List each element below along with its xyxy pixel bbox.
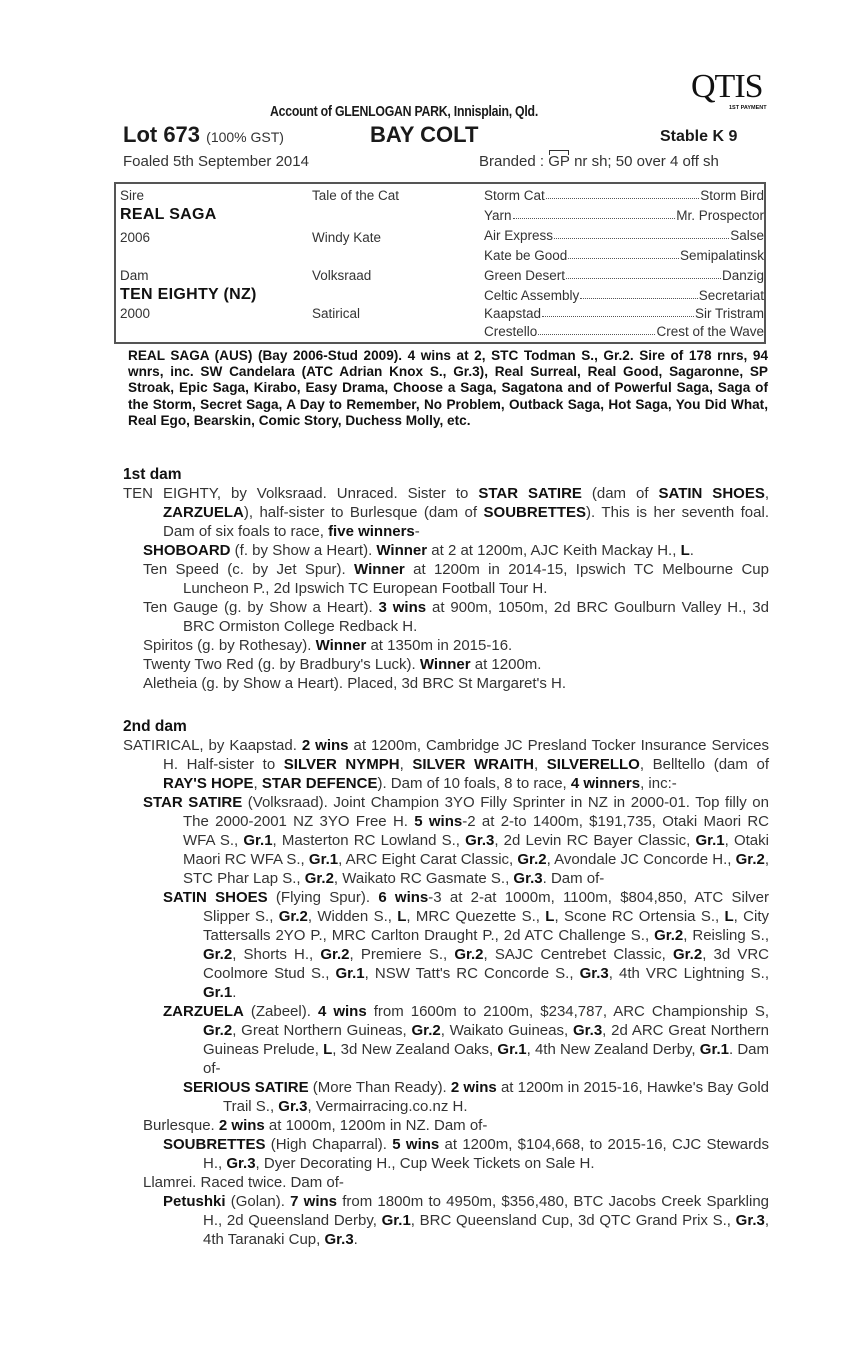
gen3-row xyxy=(484,288,764,303)
pedigree-entry: TEN EIGHTY, by Volksraad. Unraced. Sister to STAR SATIRE (dam of SATIN SHOES, ZARZUELA), half-sister to Burlesque (dam of SOUBRETTES). This is her seventh foal. Dam of six foals to race, five winners- xyxy=(123,485,769,540)
dam-name: TEN EIGHTY (NZ) xyxy=(120,286,257,303)
gen3-row xyxy=(484,268,764,283)
second-dam-section xyxy=(123,717,769,1249)
first-dam-heading: 1st dam xyxy=(123,466,182,483)
pedigree-table xyxy=(114,182,766,344)
qtis-logo xyxy=(683,70,773,112)
second-dam-heading: 2nd dam xyxy=(123,718,187,735)
pedigree-entry: Burlesque. 2 wins at 1000m, 1200m in NZ. Dam of- xyxy=(143,1117,488,1134)
gen3-right: Salse xyxy=(730,228,764,243)
gen3-right: Mr. Prospector xyxy=(676,208,764,223)
gen3-right: Crest of the Wave xyxy=(656,324,764,339)
gen3-left: Kate be Good xyxy=(484,248,568,263)
gst-note: (100% GST) xyxy=(206,129,284,145)
leader-dots xyxy=(568,248,679,259)
branded-suffix: nr sh; 50 over 4 off sh xyxy=(569,153,719,170)
leader-dots xyxy=(513,208,676,219)
gen3-right: Semipalatinsk xyxy=(679,248,764,263)
gen3-left: Green Desert xyxy=(484,268,566,283)
leader-dots xyxy=(538,324,655,335)
dam-label: Dam xyxy=(120,268,149,283)
qtis-logo-subtitle: 1ST PAYMENT xyxy=(729,105,767,111)
stable-location: Stable K 9 xyxy=(660,128,738,145)
gen3-right: Sir Tristram xyxy=(695,306,764,321)
gen3-left: Kaapstad xyxy=(484,306,542,321)
qtis-logo-text: QTIS xyxy=(691,68,763,105)
pedigree-entry: Aletheia (g. by Show a Heart). Placed, 3d BRC St Margaret's H. xyxy=(143,675,567,692)
gen3-row xyxy=(484,324,764,339)
gen3-right: Danzig xyxy=(721,268,764,283)
pedigree-entry: SERIOUS SATIRE (More Than Ready). 2 wins at 1200m in 2015-16, Hawke's Bay Gold Trail S., Gr.3, Vermairracing.co.nz H. xyxy=(183,1079,769,1115)
pedigree-entry: Spiritos (g. by Rothesay). Winner at 1350m in 2015-16. xyxy=(143,637,513,654)
sire-sire: Tale of the Cat xyxy=(312,188,400,203)
first-dam-entries xyxy=(123,484,769,693)
gen3-left: Storm Cat xyxy=(484,188,545,203)
gen3-right: Storm Bird xyxy=(700,188,764,203)
gen3-left: Crestello xyxy=(484,324,538,339)
first-dam-section xyxy=(123,465,769,693)
branded-prefix: Branded : xyxy=(479,153,549,170)
pedigree-entry: Petushki (Golan). 7 wins from 1800m to 4950m, $356,480, BTC Jacobs Creek Sparkling H., 2d Queensland Derby, Gr.1, BRC Queensland Cup, 3d QTC Grand Prix S., Gr.3, 4th Taranaki Cup, Gr.3. xyxy=(163,1193,770,1248)
gen3-row xyxy=(484,228,764,243)
sire-dam: Windy Kate xyxy=(312,230,382,245)
gen3-row xyxy=(484,248,764,263)
pedigree-entry: SATIN SHOES (Flying Spur). 6 wins-3 at 2-at 1000m, 1100m, $804,850, ATC Silver Slipper S., Gr.2, Widden S., L, MRC Quezette S., L, Scone RC Ortensia S., L, City Tattersalls 2YO P., MRC Carlton Draught P., 2d ATC Challenge S., Gr.2, Reisling S., Gr.2, Shorts H., Gr.2, Premiere S., Gr.2, SAJC Centrebet Classic, Gr.2, 3d VRC Coolmore Stud S., Gr.1, NSW Tatt's RC Concorde S., Gr.3, 4th VRC Lightning S., Gr.1. xyxy=(163,889,770,1001)
pedigree-entry: Twenty Two Red (g. by Bradbury's Luck). Winner at 1200m. xyxy=(143,656,542,673)
gen3-row xyxy=(484,208,764,223)
pedigree-entry: STAR SATIRE (Volksraad). Joint Champion 3YO Filly Sprinter in NZ in 2000-01. Top filly on The 2000-2001 NZ 3YO Free H. 5 wins-2 at 2-to 1400m, $191,735, Otaki Maori RC WFA S., Gr.1, Masterton RC Lowland S., Gr.3, 2d Levin RC Bayer Classic, Gr.1, Otaki Maori RC WFA S., Gr.1, ARC Eight Carat Classic, Gr.2, Avondale JC Concorde H., Gr.2, STC Phar Lap S., Gr.2, Waikato RC Gasmate S., Gr.3. Dam of- xyxy=(143,794,770,887)
dam-dam: Satirical xyxy=(312,306,361,321)
leader-dots xyxy=(554,228,729,239)
leader-dots xyxy=(580,288,697,299)
pedigree-entry: Ten Gauge (g. by Show a Heart). 3 wins at 900m, 1050m, 2d BRC Goulburn Valley H., 3d BRC Ormiston College Redback H. xyxy=(143,599,769,635)
pedigree-entry: SHOBOARD (f. by Show a Heart). Winner at 2 at 1200m, AJC Keith Mackay H., L. xyxy=(143,542,694,559)
foaling-date: Foaled 5th September 2014 xyxy=(123,153,309,170)
leader-dots xyxy=(546,188,699,199)
leader-dots xyxy=(566,268,721,279)
leader-dots xyxy=(542,306,694,317)
pedigree-entry: ZARZUELA (Zabeel). 4 wins from 1600m to 2100m, $234,787, ARC Championship S, Gr.2, Great Northern Guineas, Gr.2, Waikato Guineas, Gr.3, 2d ARC Great Northern Guineas Prelude, L, 3d New Zealand Oaks, Gr.1, 4th New Zealand Derby, Gr.1. Dam of- xyxy=(163,1003,770,1077)
brand-info xyxy=(479,153,719,170)
dam-year: 2000 xyxy=(120,306,151,321)
pedigree-entry: Ten Speed (c. by Jet Spur). Winner at 1200m in 2014-15, Ipswich TC Melbourne Cup Luncheon P., 2d Ipswich TC European Football Tour H. xyxy=(143,561,769,597)
sire-year: 2006 xyxy=(120,230,151,245)
pedigree-entry: SOUBRETTES (High Chaparral). 5 wins at 1200m, $104,668, to 2015-16, CJC Stewards H., Gr.3, Dyer Decorating H., Cup Week Tickets on Sale H. xyxy=(163,1136,769,1172)
gen3-right: Secretariat xyxy=(698,288,764,303)
lot-label: Lot 673 xyxy=(123,122,201,147)
sire-name: REAL SAGA xyxy=(120,206,217,223)
gen3-left: Air Express xyxy=(484,228,554,243)
pedigree-entry: Llamrei. Raced twice. Dam of- xyxy=(143,1174,344,1191)
dam-sire: Volksraad xyxy=(312,268,372,283)
gen3-row xyxy=(484,188,764,203)
gen3-left: Yarn xyxy=(484,208,512,223)
gen3-row xyxy=(484,306,764,321)
lot-number xyxy=(123,122,284,148)
brand-mark-icon: GP xyxy=(548,153,570,170)
gen3-left: Celtic Assembly xyxy=(484,288,580,303)
sire-summary: REAL SAGA (AUS) (Bay 2006-Stud 2009). 4 wins at 2, STC Todman S., Gr.2. Sire of 178 rnrs, 94 wnrs, inc. SW Candelara (ATC Adrian Knox S., Gr.3), Real Surreal, Real Good, Sagaronne, SP Stroak, Epic Saga, Kirabo, Easy Drama, Choose a Saga, Sagatona and of Powerful Saga, Saga of the Storm, Secret Saga, A Day to Remember, No Problem, Outback Saga, Hot Saga, You Did What, Real Ego, Bearskin, Comic Story, Duchess Molly, etc. xyxy=(128,348,768,428)
vendor-account: Account of GLENLOGAN PARK, Innisplain, Qld. xyxy=(270,103,538,120)
horse-description: BAY COLT xyxy=(370,122,479,147)
second-dam-entries xyxy=(123,736,769,1249)
sire-label: Sire xyxy=(120,188,145,203)
pedigree-entry: SATIRICAL, by Kaapstad. 2 wins at 1200m, Cambridge JC Presland Tocker Insurance Services H. Half-sister to SILVER NYMPH, SILVER WRAITH, SILVERELLO, Belltello (dam of RAY'S HOPE, STAR DEFENCE). Dam of 10 foals, 8 to race, 4 winners, inc:- xyxy=(123,737,769,792)
